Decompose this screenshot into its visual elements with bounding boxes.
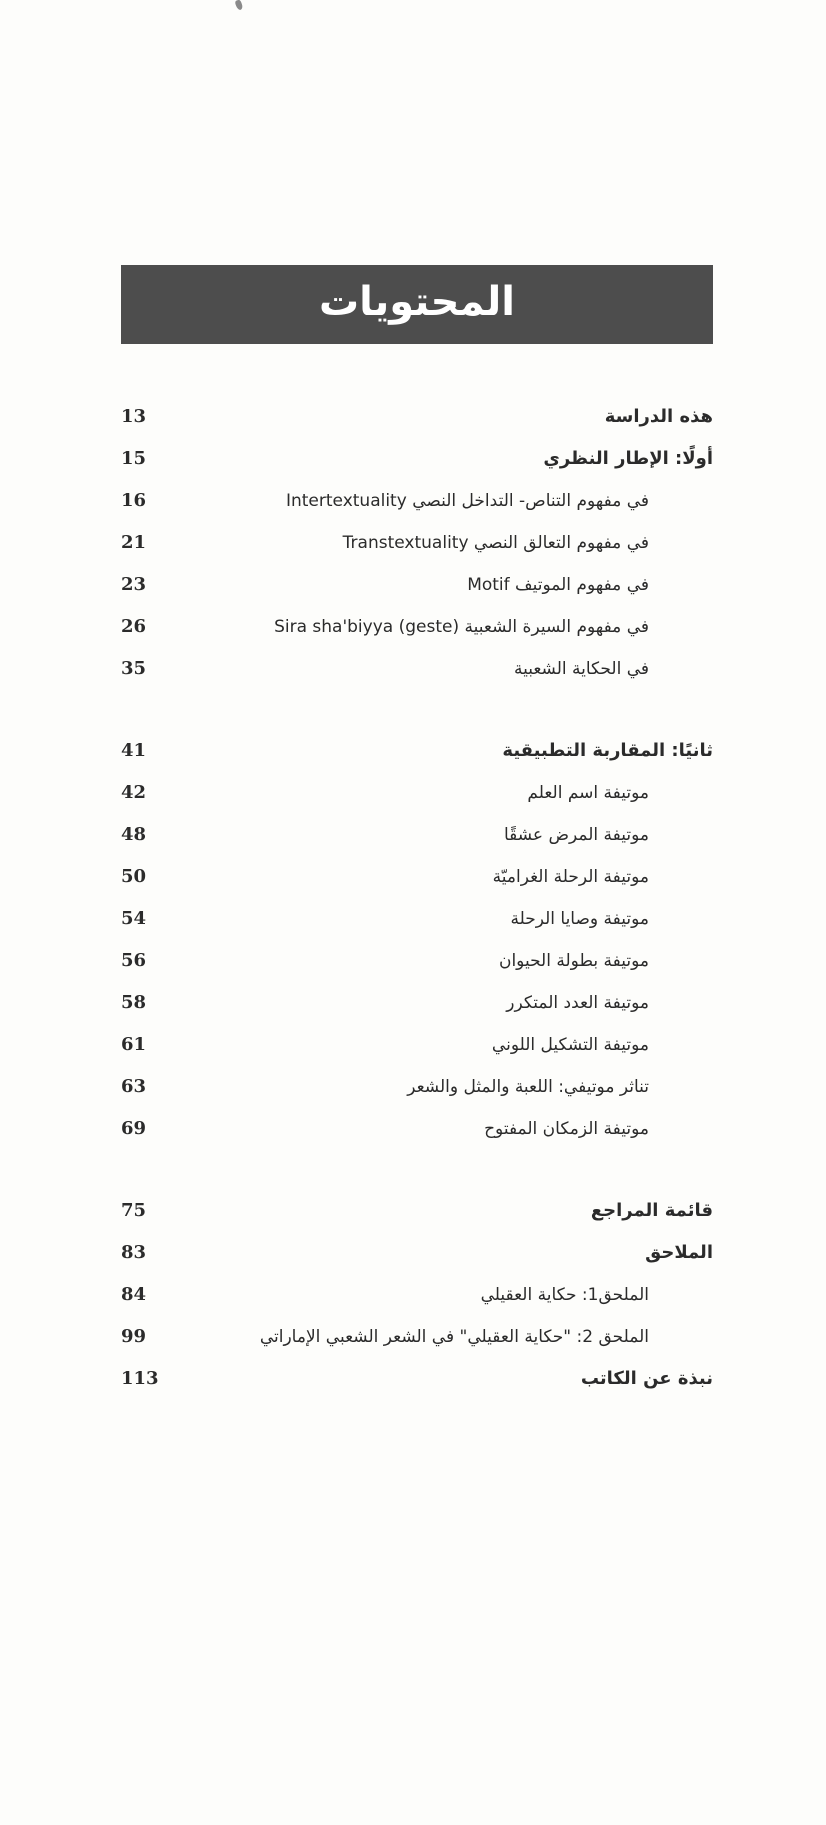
toc-page-number: 50 bbox=[121, 866, 147, 887]
toc-entry-label: في مفهوم التعالق النصي Transtextuality bbox=[342, 533, 649, 553]
toc-page-number: 35 bbox=[121, 658, 147, 679]
page-title: المحتويات bbox=[318, 278, 515, 325]
toc-page-number: 16 bbox=[121, 490, 147, 511]
toc-entry[interactable] bbox=[121, 814, 713, 856]
toc-page-number: 83 bbox=[121, 1242, 147, 1263]
toc-page-number: 21 bbox=[121, 532, 147, 553]
toc-entry[interactable] bbox=[121, 480, 713, 522]
toc-entry-label: موتيفة العدد المتكرر bbox=[506, 993, 649, 1013]
toc-entry-label: هذه الدراسة bbox=[604, 406, 713, 427]
toc-page-number: 61 bbox=[121, 1034, 147, 1055]
toc-entry[interactable] bbox=[121, 564, 713, 606]
toc-entry-label: أولًا: الإطار النظري bbox=[543, 448, 713, 469]
toc-entry-label: موتيفة اسم العلم bbox=[527, 783, 649, 803]
toc-page-number: 69 bbox=[121, 1118, 147, 1139]
toc-entry-label: موتيفة الزمكان المفتوح bbox=[484, 1119, 649, 1139]
toc-entry-label: في مفهوم التناص- التداخل النصي Intertextuality bbox=[285, 491, 649, 511]
toc-page-number: 48 bbox=[121, 824, 147, 845]
toc-entry[interactable] bbox=[121, 606, 713, 648]
toc-entry[interactable] bbox=[121, 648, 713, 690]
toc-entry-label: موتيفة الرحلة الغراميّة bbox=[492, 867, 649, 887]
toc-entry-label: ثانيًا: المقاربة التطبيقية bbox=[502, 740, 713, 761]
toc-entry[interactable] bbox=[121, 1316, 713, 1358]
toc-page-number: 41 bbox=[121, 740, 147, 761]
toc-page-number: 23 bbox=[121, 574, 147, 595]
toc-entry-label: نبذة عن الكاتب bbox=[580, 1368, 713, 1389]
toc-page-number: 42 bbox=[121, 782, 147, 803]
toc-entry-label: الملحق 2: "حكاية العقيلي" في الشعر الشعبي الإماراتي bbox=[259, 1327, 649, 1347]
title-banner bbox=[121, 265, 713, 344]
toc-page-number: 15 bbox=[121, 448, 147, 469]
toc-entry[interactable] bbox=[121, 898, 713, 940]
toc-entry[interactable] bbox=[121, 772, 713, 814]
toc-entry-label: في مفهوم السيرة الشعبية (Sira sha'biyya (geste bbox=[274, 617, 649, 637]
toc-page-number: 99 bbox=[121, 1326, 147, 1347]
toc-page-number: 84 bbox=[121, 1284, 147, 1305]
toc-section-heading[interactable] bbox=[121, 1358, 713, 1400]
toc-page-number: 13 bbox=[121, 406, 147, 427]
toc-entry-label: موتيفة التشكيل اللوني bbox=[491, 1035, 649, 1055]
toc-page-number: 54 bbox=[121, 908, 147, 929]
toc-entry[interactable] bbox=[121, 982, 713, 1024]
toc-page-number: 56 bbox=[121, 950, 147, 971]
toc-page-number: 58 bbox=[121, 992, 147, 1013]
toc-entry-label: قائمة المراجع bbox=[590, 1200, 713, 1221]
toc-entry[interactable] bbox=[121, 1274, 713, 1316]
toc-entry-label: تناثر موتيفي: اللعبة والمثل والشعر bbox=[407, 1077, 649, 1097]
toc-section-heading[interactable] bbox=[121, 1232, 713, 1274]
toc-entry[interactable] bbox=[121, 522, 713, 564]
toc-entry-label: الملاحق bbox=[645, 1242, 713, 1263]
toc-entry[interactable] bbox=[121, 940, 713, 982]
page-speck bbox=[234, 0, 243, 11]
toc-entry-label: موتيفة المرض عشقًا bbox=[503, 825, 649, 845]
toc-page-number: 26 bbox=[121, 616, 147, 637]
toc-section-heading[interactable] bbox=[121, 730, 713, 772]
toc-page-number: 75 bbox=[121, 1200, 147, 1221]
toc-entry-label: في مفهوم الموتيف Motif bbox=[467, 575, 649, 595]
toc-entry-label: موتيفة وصايا الرحلة bbox=[510, 909, 649, 929]
toc-entry[interactable] bbox=[121, 1024, 713, 1066]
toc-entry[interactable] bbox=[121, 396, 713, 438]
toc-entry-label: في الحكاية الشعبية bbox=[513, 659, 649, 679]
toc-entry[interactable] bbox=[121, 1066, 713, 1108]
toc-page-number: 63 bbox=[121, 1076, 147, 1097]
toc-section-heading[interactable] bbox=[121, 438, 713, 480]
toc-page-number: 113 bbox=[121, 1368, 159, 1389]
toc-entry[interactable] bbox=[121, 1108, 713, 1150]
toc-entry[interactable] bbox=[121, 856, 713, 898]
toc-entry-label: الملحق1: حكاية العقيلي bbox=[480, 1285, 649, 1305]
toc-entry-label: موتيفة بطولة الحيوان bbox=[498, 951, 649, 971]
toc-section-heading[interactable] bbox=[121, 1190, 713, 1232]
table-of-contents bbox=[121, 396, 713, 1400]
